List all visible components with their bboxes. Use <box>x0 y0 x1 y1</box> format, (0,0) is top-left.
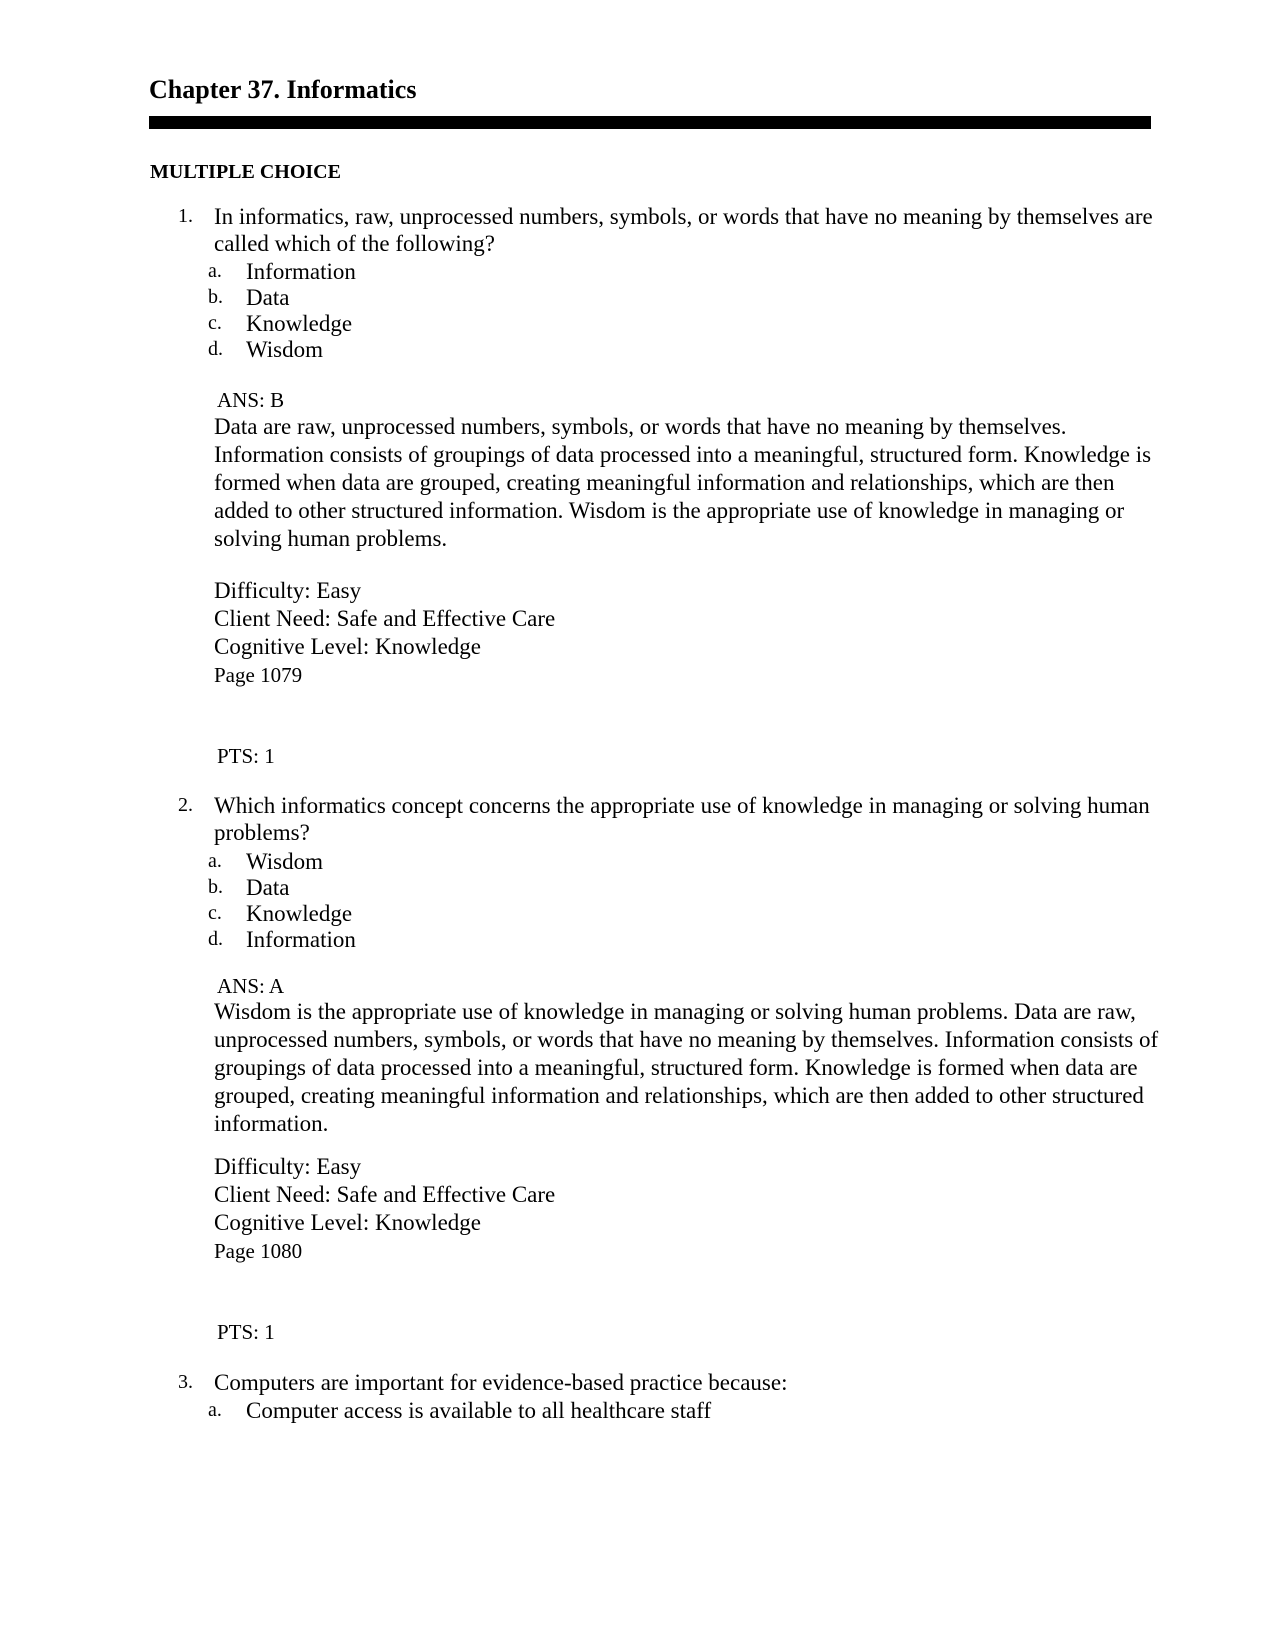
section-heading: MULTIPLE CHOICE <box>150 161 341 183</box>
option-text: Information <box>246 927 356 952</box>
option-letter: d. <box>208 338 223 360</box>
answer-key: ANS: A <box>217 974 285 998</box>
option-text: Data <box>246 285 290 310</box>
question-number: 1. <box>178 205 193 227</box>
question-number: 3. <box>178 1371 193 1393</box>
page-reference: Page 1080 <box>214 1239 303 1263</box>
option-d <box>0 336 1275 363</box>
option-letter: a. <box>208 260 222 282</box>
option-letter: d. <box>208 928 223 950</box>
option-letter: c. <box>208 902 222 924</box>
rationale: Data are raw, unprocessed numbers, symbols, or words that have no meaning by themselves. Information consists of groupings of data processed into a meaningful, structured form. Knowledge is formed when data are grouped, creating meaningful information and relationships, which are then added to other structured information. Wisdom is the appropriate use of knowledge in managing or solving human problems. <box>214 414 1152 551</box>
points: PTS: 1 <box>217 744 275 768</box>
option-text: Data <box>246 875 290 900</box>
option-letter: a. <box>208 850 222 872</box>
option-text: Knowledge <box>246 311 353 336</box>
question-stem: Computers are important for evidence-based practice because: <box>214 1370 788 1395</box>
option-a <box>0 1397 1275 1424</box>
client-need: Client Need: Safe and Effective Care <box>214 606 556 631</box>
option-text: Computer access is available to all healthcare staff <box>246 1398 712 1423</box>
title-rule <box>149 116 1151 129</box>
option-c <box>0 310 1275 337</box>
option-text: Knowledge <box>246 901 353 926</box>
option-letter: c. <box>208 312 222 334</box>
cognitive-level: Cognitive Level: Knowledge <box>214 1210 481 1235</box>
option-c <box>0 900 1275 927</box>
difficulty: Difficulty: Easy <box>214 1154 362 1179</box>
points: PTS: 1 <box>217 1320 275 1344</box>
chapter-title: Chapter 37. Informatics <box>149 75 417 104</box>
option-letter: b. <box>208 286 223 308</box>
option-d <box>0 926 1275 953</box>
cognitive-level: Cognitive Level: Knowledge <box>214 634 481 659</box>
question-stem: In informatics, raw, unprocessed numbers, symbols, or words that have no meaning by themselves are called which of the following? <box>214 204 1153 256</box>
option-text: Wisdom <box>246 337 324 362</box>
rationale: Wisdom is the appropriate use of knowledge in managing or solving human problems. Data are raw, unprocessed numbers, symbols, or words that have no meaning by themselves. Information consists of groupings of data processed into a meaningful, structured form. Knowledge is formed when data are grouped, creating meaningful information and relationships, which are then added to other structured information. <box>214 999 1159 1136</box>
option-a <box>0 848 1275 875</box>
client-need: Client Need: Safe and Effective Care <box>214 1182 556 1207</box>
option-a <box>0 258 1275 285</box>
option-text: Information <box>246 259 356 284</box>
question-number: 2. <box>178 794 193 816</box>
option-b <box>0 874 1275 901</box>
difficulty: Difficulty: Easy <box>214 578 362 603</box>
option-b <box>0 284 1275 311</box>
answer-key: ANS: B <box>217 388 285 412</box>
option-letter: a. <box>208 1399 222 1421</box>
option-text: Wisdom <box>246 849 324 874</box>
question-stem: Which informatics concept concerns the appropriate use of knowledge in managing or solving human problems? <box>214 793 1150 845</box>
page-reference: Page 1079 <box>214 663 303 687</box>
option-letter: b. <box>208 876 223 898</box>
